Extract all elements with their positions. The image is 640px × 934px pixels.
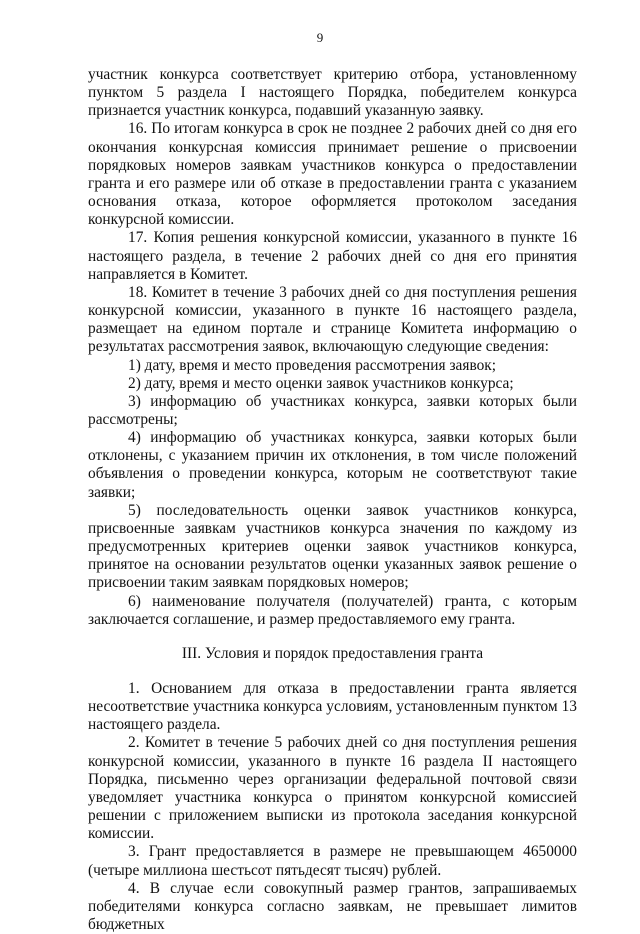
paragraph-continuation: участник конкурса соответствует критерию отбора, установленному пунктом 5 раздела I настоящего Порядка, победителем конкурса признается участник конкурса, подавший указанную заявку. bbox=[88, 66, 577, 120]
paragraph-item-16: 16. По итогам конкурса в срок не позднее 2 рабочих дней со дня его окончания конкурсная комиссия принимает решение о присвоении порядковых номеров заявкам участников конкурса о предоставлении гранта и его размере или об отказе в предоставлении гранта с указанием основания отказа, которое оформляется протоколом заседания конкурсной комиссии. bbox=[88, 120, 577, 229]
document-body bbox=[88, 66, 577, 934]
paragraph-section3-item-3: 3. Грант предоставляется в размере не превышающем 4650000 (четыре миллиона шестьсот пятьдесят тысяч) рублей. bbox=[88, 843, 577, 879]
list-item: 2) дату, время и место оценки заявок участников конкурса; bbox=[128, 374, 514, 392]
section-title: III. Условия и порядок предоставления гранта bbox=[181, 644, 484, 662]
list-item: 5) последовательность оценки заявок участников конкурса, присвоенные заявкам участников конкурса значения по каждому из предусмотренных критериев оценки заявок участников конкурса, принятое на основании результатов оценки указанных заявок решение о присвоении таким заявкам порядковых номеров; bbox=[88, 501, 577, 592]
list-item: 6) наименование получателя (получателей) гранта, с которым заключается соглашение, и размер предоставляемого ему гранта. bbox=[88, 592, 577, 628]
page-number: 9 bbox=[316, 30, 324, 45]
list-item: 4) информацию об участниках конкурса, заявки которых были отклонены, с указанием причин их отклонения, в том числе положений объявления о проведении конкурса, которым не соответствуют такие заявки; bbox=[88, 429, 577, 501]
list-item: 1) дату, время и место проведения рассмотрения заявок; bbox=[128, 356, 497, 374]
paragraph-item-18: 18. Комитет в течение 3 рабочих дней со дня поступления решения конкурсной комиссии, указанного в пункте 16 настоящего раздела, размещает на едином портале и странице Комитета информацию о результатах рассмотрения заявок, включающую следующие сведения: bbox=[88, 283, 577, 356]
paragraph-section3-item-2: 2. Комитет в течение 5 рабочих дней со дня поступления решения конкурсной комиссии, указанного в пункте 16 раздела II настоящего Порядка, письменно через организации федеральной почтовой связи уведомляет участника конкурса о принятом конкурсной комиссией решении с приложением выписки из протокола заседания конкурсной комиссии. bbox=[88, 734, 577, 843]
paragraph-item-17: 17. Копия решения конкурсной комиссии, указанного в пункте 16 настоящего раздела, в течение 2 рабочих дней со дня его принятия направляется в Комитет. bbox=[88, 229, 577, 283]
list-item: 3) информацию об участниках конкурса, заявки которых были рассмотрены; bbox=[88, 392, 577, 428]
paragraph-section3-item-4: 4. В случае если совокупный размер грантов, запрашиваемых победителями конкурса согласно заявкам, не превышает лимитов бюджетных bbox=[88, 879, 577, 934]
paragraph-section3-item-1: 1. Основанием для отказа в предоставлении гранта является несоответствие участника конкурса условиям, установленным пунктом 13 настоящего раздела. bbox=[88, 680, 577, 734]
